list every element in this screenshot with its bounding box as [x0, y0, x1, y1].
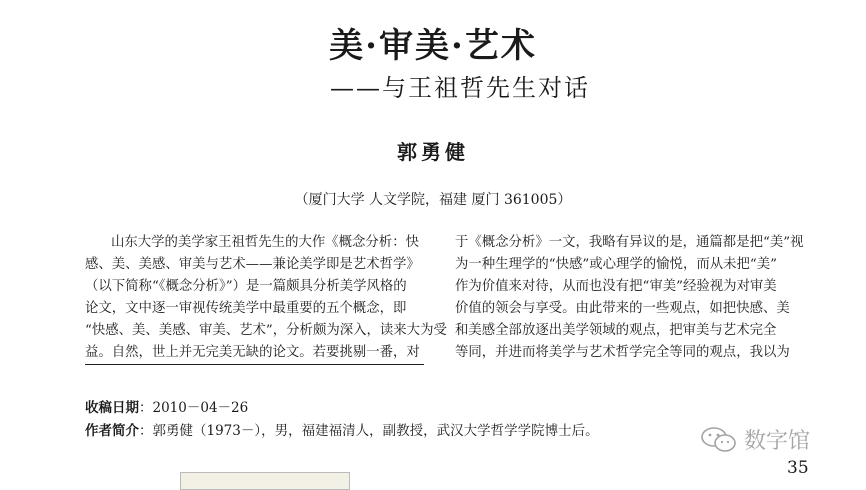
body-line: 价值的领会与享受。由此带来的一些观点，如把快感、美	[455, 301, 790, 316]
article-title: 美·审美·艺术	[329, 26, 537, 66]
author-name: 郭勇健	[397, 140, 469, 164]
body-line: “快感、美、美感、审美、艺术”，分析颇为深入，读来大为受	[85, 323, 447, 338]
body-line: 益。自然，世上并无完美无缺的论文。若要挑剔一番，对	[85, 342, 424, 365]
body-line: 和美感全部放逐出美学领域的观点，把审美与艺术完全	[455, 323, 777, 338]
body-column-left	[85, 232, 447, 365]
received-date	[85, 398, 248, 418]
received-date-value: ：2010－04－26	[139, 400, 249, 416]
article-subtitle: ——与王祖哲先生对话	[330, 74, 590, 102]
body-line: 论文，文中逐一审视传统美学中最重要的五个概念，即	[85, 301, 407, 316]
body-line: 作为价值来对待，从而也没有把“审美”经验视为对审美	[455, 279, 777, 294]
author-bio-label: 作者简介	[85, 423, 139, 439]
body-line: 山东大学的美学家王祖哲先生的大作《概念分析：快	[111, 235, 419, 250]
wechat-icon	[700, 426, 738, 454]
body-line: 等同，并进而将美学与艺术哲学完全等同的观点，我以为	[455, 345, 790, 360]
body-line: 感、美、美感、审美与艺术——兼论美学即是艺术哲学》	[85, 257, 420, 272]
body-line: （以下简称“《概念分析》”）是一篇颇具分析美学风格的	[85, 279, 407, 294]
body-line: 于《概念分析》一文，我略有异议的是，通篇都是把“美”视	[455, 235, 804, 250]
received-date-label: 收稿日期	[85, 400, 139, 416]
author-affiliation: （厦门大学 人文学院，福建 厦门 361005）	[294, 192, 572, 208]
author-bio	[85, 421, 599, 441]
watermark-text: 数字馆	[744, 429, 811, 454]
watermark	[700, 424, 810, 455]
author-bio-value: ：郭勇健（1973－），男，福建福清人，副教授，武汉大学哲学学院博士后。	[139, 423, 599, 439]
body-line: 为一种生理学的“快感”或心理学的愉悦，而从未把“美”	[455, 257, 777, 272]
body-column-right	[455, 232, 835, 364]
page-number: 35	[787, 458, 809, 478]
footer-clipping-box	[180, 472, 350, 490]
